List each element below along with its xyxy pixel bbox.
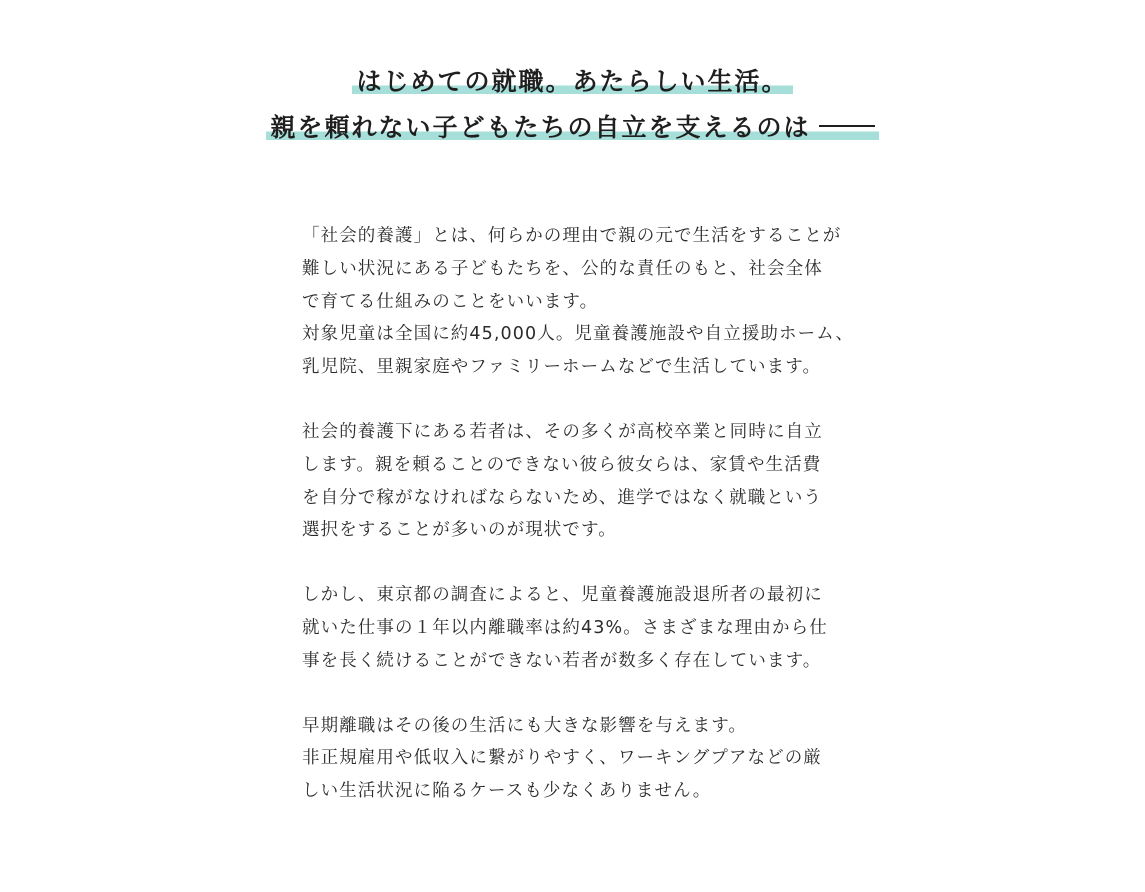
paragraph-line: しかし、東京都の調査によると、児童養護施設退所者の最初に [302,585,823,606]
heading-dash-decoration [819,125,875,127]
paragraph-independence [302,416,847,547]
paragraph-line: 事を長く続けることができない若者が数多く存在しています。 [302,650,822,671]
paragraph-social-care [302,220,854,384]
paragraph-line: します。親を頼ることのできない彼ら彼女らは、家賃や生活費 [302,454,822,475]
paragraph-line: 難しい状況にある子どもたちを、公的な責任のもと、社会全体 [302,258,823,279]
paragraph-line: 非正規雇用や低収入に繋がりやすく、ワーキングプアなどの厳 [302,748,822,769]
body-text [302,220,854,840]
heading-highlight-2 [266,114,878,142]
heading-highlight-1: はじめての就職。あたらしい生活。 [352,68,792,96]
paragraph-impact [302,710,847,808]
paragraph-line: 対象児童は全国に約45,000人。児童養護施設や自立援助ホーム、 [302,324,854,345]
heading-line-1 [0,62,1145,108]
paragraph-line: 早期離職はその後の生活にも大きな影響を与えます。 [302,715,747,736]
paragraph-line: を自分で稼がなければならないため、進学ではなく就職という [302,487,823,508]
paragraph-line: 社会的養護下にある若者は、その多くが高校卒業と同時に自立 [302,421,823,442]
paragraph-line: 乳児院、里親家庭やファミリーホームなどで生活しています。 [302,357,822,378]
paragraph-line: しい生活状況に陥るケースも少なくありません。 [302,781,712,802]
paragraph-line: で育てる仕組みのことをいいます。 [302,291,599,312]
heading-line-2 [0,108,1145,154]
section-heading [0,62,1145,154]
paragraph-turnover [302,579,847,677]
paragraph-line: 就いた仕事の１年以内離職率は約43%。さまざまな理由から仕 [302,617,828,638]
paragraph-line: 選択をすることが多いのが現状です。 [302,520,617,541]
paragraph-line: 「社会的養護」とは、何らかの理由で親の元で生活をすることが [302,226,842,246]
heading-text-2: 親を頼れない子どもたちの自立を支えるのは [270,113,811,142]
